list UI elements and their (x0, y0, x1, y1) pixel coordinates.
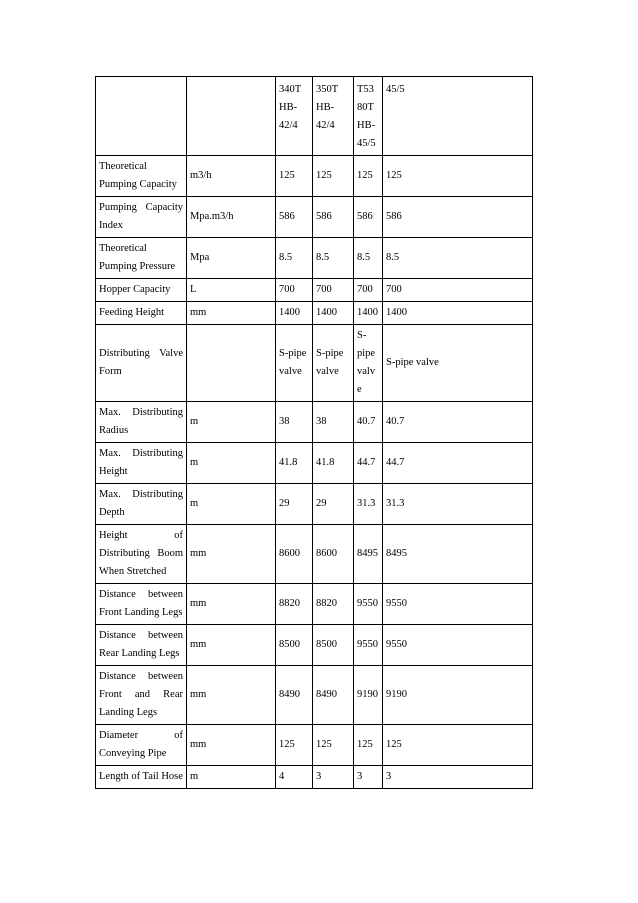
parameter-cell: Hopper Capacity (96, 279, 187, 302)
value-cell: 41.8 (313, 443, 354, 484)
value-cell: 586 (313, 197, 354, 238)
value-cell: 1400 (354, 302, 383, 325)
table-row (96, 766, 533, 789)
unit-cell: m (187, 402, 276, 443)
table-row (96, 156, 533, 197)
parameter-cell: Height of Distributing Boom When Stretched (96, 525, 187, 584)
table-row (96, 279, 533, 302)
parameter-cell: Distributing Valve Form (96, 325, 187, 402)
value-cell: 3 (313, 766, 354, 789)
value-cell: 38 (276, 402, 313, 443)
parameter-cell: Pumping Capacity Index (96, 197, 187, 238)
value-cell: 1400 (313, 302, 354, 325)
unit-cell: mm (187, 666, 276, 725)
value-cell: 9190 (354, 666, 383, 725)
parameter-cell: Diameter of Conveying Pipe (96, 725, 187, 766)
value-cell: 38 (313, 402, 354, 443)
value-cell: 9550 (354, 584, 383, 625)
value-cell: 40.7 (354, 402, 383, 443)
value-cell: 1400 (383, 302, 533, 325)
unit-cell: mm (187, 302, 276, 325)
header-row (96, 77, 533, 156)
table-row (96, 302, 533, 325)
model-header-cell: T53 80T HB- 45/5 (354, 77, 383, 156)
value-cell: 125 (383, 725, 533, 766)
parameter-cell: Feeding Height (96, 302, 187, 325)
value-cell: 125 (354, 725, 383, 766)
parameter-cell: Max. Distributing Radius (96, 402, 187, 443)
parameter-cell: Theoretical Pumping Pressure (96, 238, 187, 279)
model-header-cell: 340T HB- 42/4 (276, 77, 313, 156)
unit-cell: Mpa (187, 238, 276, 279)
unit-cell: L (187, 279, 276, 302)
value-cell: 8600 (313, 525, 354, 584)
value-cell: 9190 (383, 666, 533, 725)
value-cell: 40.7 (383, 402, 533, 443)
header-param-cell (96, 77, 187, 156)
specifications-table (95, 76, 533, 789)
table-row (96, 197, 533, 238)
value-cell: 700 (313, 279, 354, 302)
value-cell: 31.3 (354, 484, 383, 525)
value-cell: S-pipe valve (383, 325, 533, 402)
value-cell: 8.5 (383, 238, 533, 279)
value-cell: 9550 (383, 584, 533, 625)
value-cell: 3 (383, 766, 533, 789)
parameter-cell: Max. Distributing Height (96, 443, 187, 484)
value-cell: 125 (276, 156, 313, 197)
value-cell: 700 (276, 279, 313, 302)
value-cell: 31.3 (383, 484, 533, 525)
value-cell: 8500 (313, 625, 354, 666)
unit-cell: m (187, 766, 276, 789)
table-row (96, 584, 533, 625)
value-cell: 125 (313, 156, 354, 197)
value-cell: 125 (354, 156, 383, 197)
value-cell: 8.5 (354, 238, 383, 279)
value-cell: 3 (354, 766, 383, 789)
value-cell: 29 (313, 484, 354, 525)
value-cell: S-pipe valve (276, 325, 313, 402)
unit-cell: mm (187, 584, 276, 625)
table-row (96, 443, 533, 484)
unit-cell: m (187, 484, 276, 525)
unit-cell: m3/h (187, 156, 276, 197)
parameter-cell: Length of Tail Hose (96, 766, 187, 789)
value-cell: 8495 (354, 525, 383, 584)
value-cell: 41.8 (276, 443, 313, 484)
value-cell: 44.7 (383, 443, 533, 484)
value-cell: 9550 (383, 625, 533, 666)
table-body (96, 77, 533, 789)
unit-cell: mm (187, 525, 276, 584)
value-cell: 700 (354, 279, 383, 302)
value-cell: 1400 (276, 302, 313, 325)
table-row (96, 238, 533, 279)
parameter-cell: Max. Distributing Depth (96, 484, 187, 525)
value-cell: 9550 (354, 625, 383, 666)
model-header-cell: 350T HB- 42/4 (313, 77, 354, 156)
unit-cell: mm (187, 625, 276, 666)
model-header-cell: 45/5 (383, 77, 533, 156)
value-cell: 700 (383, 279, 533, 302)
value-cell: 586 (276, 197, 313, 238)
unit-cell (187, 325, 276, 402)
value-cell: 8490 (313, 666, 354, 725)
table-row (96, 725, 533, 766)
value-cell: 586 (383, 197, 533, 238)
header-unit-cell (187, 77, 276, 156)
value-cell: 8820 (313, 584, 354, 625)
value-cell: S-pipe valve (354, 325, 383, 402)
unit-cell: m (187, 443, 276, 484)
value-cell: 8.5 (276, 238, 313, 279)
parameter-cell: Theoretical Pumping Capacity (96, 156, 187, 197)
value-cell: 29 (276, 484, 313, 525)
unit-cell: mm (187, 725, 276, 766)
unit-cell: Mpa.m3/h (187, 197, 276, 238)
table-row (96, 525, 533, 584)
value-cell: 44.7 (354, 443, 383, 484)
value-cell: S-pipe valve (313, 325, 354, 402)
table-row (96, 325, 533, 402)
parameter-cell: Distance between Rear Landing Legs (96, 625, 187, 666)
table-row (96, 402, 533, 443)
table-row (96, 484, 533, 525)
value-cell: 125 (276, 725, 313, 766)
value-cell: 8.5 (313, 238, 354, 279)
value-cell: 125 (313, 725, 354, 766)
value-cell: 8820 (276, 584, 313, 625)
table-row (96, 666, 533, 725)
value-cell: 8490 (276, 666, 313, 725)
value-cell: 586 (354, 197, 383, 238)
value-cell: 8600 (276, 525, 313, 584)
parameter-cell: Distance between Front Landing Legs (96, 584, 187, 625)
value-cell: 8500 (276, 625, 313, 666)
value-cell: 4 (276, 766, 313, 789)
value-cell: 8495 (383, 525, 533, 584)
value-cell: 125 (383, 156, 533, 197)
parameter-cell: Distance between Front and Rear Landing Legs (96, 666, 187, 725)
table-row (96, 625, 533, 666)
